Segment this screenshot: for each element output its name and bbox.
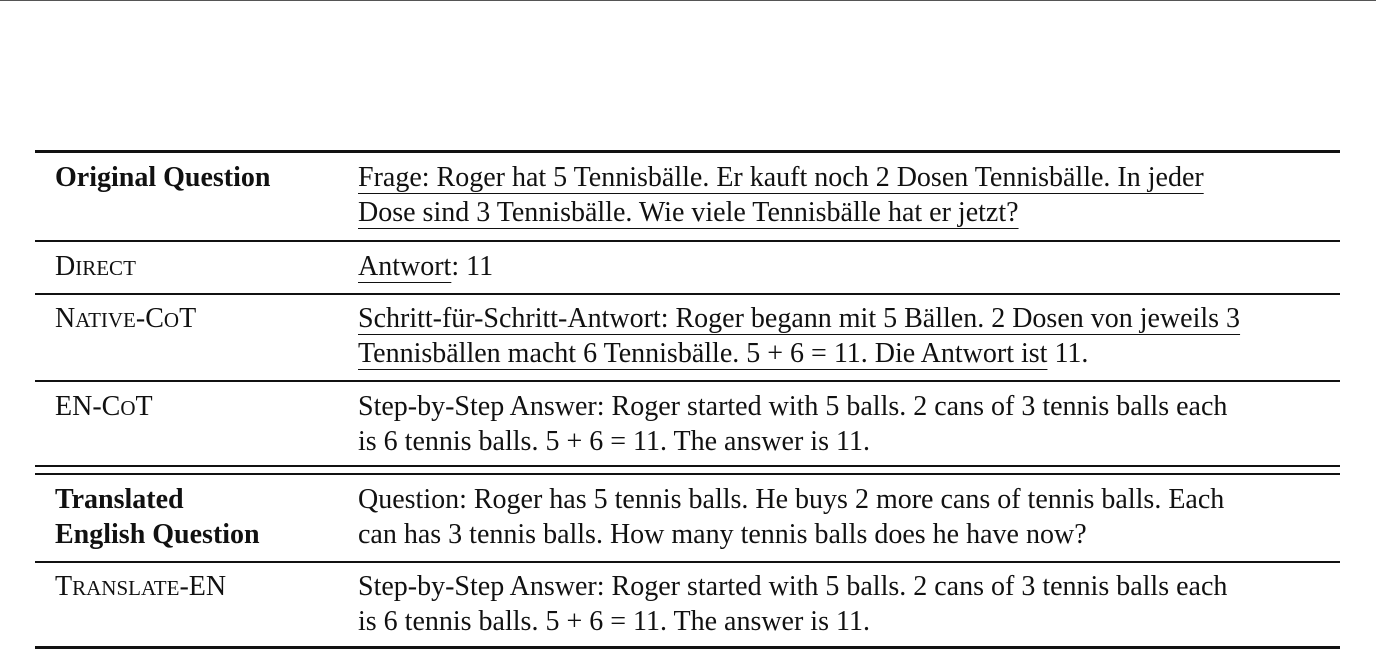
- content-line: Tennisbällen macht 6 Tennisbälle. 5 + 6 = 11. Die Antwort ist: [358, 338, 1048, 369]
- content-line: Frage: Roger hat 5 Tennisbälle. Er kauft noch 2 Dosen Tennisbälle. In jeder: [358, 162, 1204, 193]
- content-line: is 6 tennis balls. 5 + 6 = 11. The answer is 11.: [358, 606, 870, 637]
- row-label-direct: [55, 249, 136, 286]
- row-divider: [35, 240, 1340, 242]
- label-part: N: [55, 303, 76, 334]
- content-line: Question: Roger has 5 tennis balls. He buys 2 more cans of tennis balls. Each: [358, 484, 1225, 515]
- table-top-rule: [35, 150, 1340, 153]
- label-line: English Question: [55, 519, 260, 550]
- row-content-original-question: [358, 160, 1204, 230]
- row-divider: [35, 561, 1340, 563]
- table-bottom-rule: [35, 646, 1340, 649]
- label-part: O: [163, 308, 180, 332]
- row-label-translate-en: [55, 569, 226, 606]
- content-line: Schritt-für-Schritt-Antwort: Roger begann mit 5 Bällen. 2 Dosen von jeweils 3: [358, 303, 1241, 334]
- row-divider: [35, 293, 1340, 295]
- double-rule-lower: [35, 473, 1340, 475]
- content-underlined: Antwort: [358, 251, 452, 282]
- label-part: ATIVE: [75, 308, 136, 332]
- content-line: Dose sind 3 Tennisbälle. Wie viele Tennisbälle hat er jetzt?: [358, 197, 1019, 228]
- row-content-translated-question: [358, 482, 1224, 552]
- content-line: can has 3 tennis balls. How many tennis balls does he have now?: [358, 519, 1087, 550]
- label-line: Translated: [55, 484, 184, 515]
- double-rule-upper: [35, 465, 1340, 467]
- label-part: RANSLATE: [72, 576, 180, 600]
- content-line: is 6 tennis balls. 5 + 6 = 11. The answer is 11.: [358, 426, 870, 457]
- content-line: Step-by-Step Answer: Roger started with 5 balls. 2 cans of 3 tennis balls each: [358, 571, 1228, 602]
- row-label-original-question: Original Question: [55, 162, 271, 193]
- content-rest: : 11: [451, 251, 494, 282]
- row-content-native-cot: [358, 301, 1240, 371]
- content-line-wrap: [358, 336, 1240, 371]
- label-part: IRECT: [75, 256, 136, 280]
- row-divider: [35, 380, 1340, 382]
- content-tail: 11.: [1047, 338, 1089, 369]
- label-part: -EN: [179, 571, 227, 602]
- label-part: T: [135, 391, 153, 422]
- label-part: EN-C: [55, 391, 121, 422]
- label-part: D: [55, 251, 76, 282]
- row-content-translate-en: [358, 569, 1227, 639]
- row-label-translated-question: [55, 482, 260, 552]
- row-content-en-cot: [358, 389, 1227, 459]
- label-part: T: [55, 571, 73, 602]
- row-label-native-cot: [55, 301, 196, 338]
- content-line: Step-by-Step Answer: Roger started with 5 balls. 2 cans of 3 tennis balls each: [358, 391, 1228, 422]
- label-part: T: [179, 303, 197, 334]
- label-part: -C: [135, 303, 164, 334]
- row-content-direct: [358, 249, 493, 284]
- row-label-en-cot: [55, 389, 153, 426]
- label-part: O: [120, 396, 136, 420]
- page-top-border: [0, 0, 1376, 1]
